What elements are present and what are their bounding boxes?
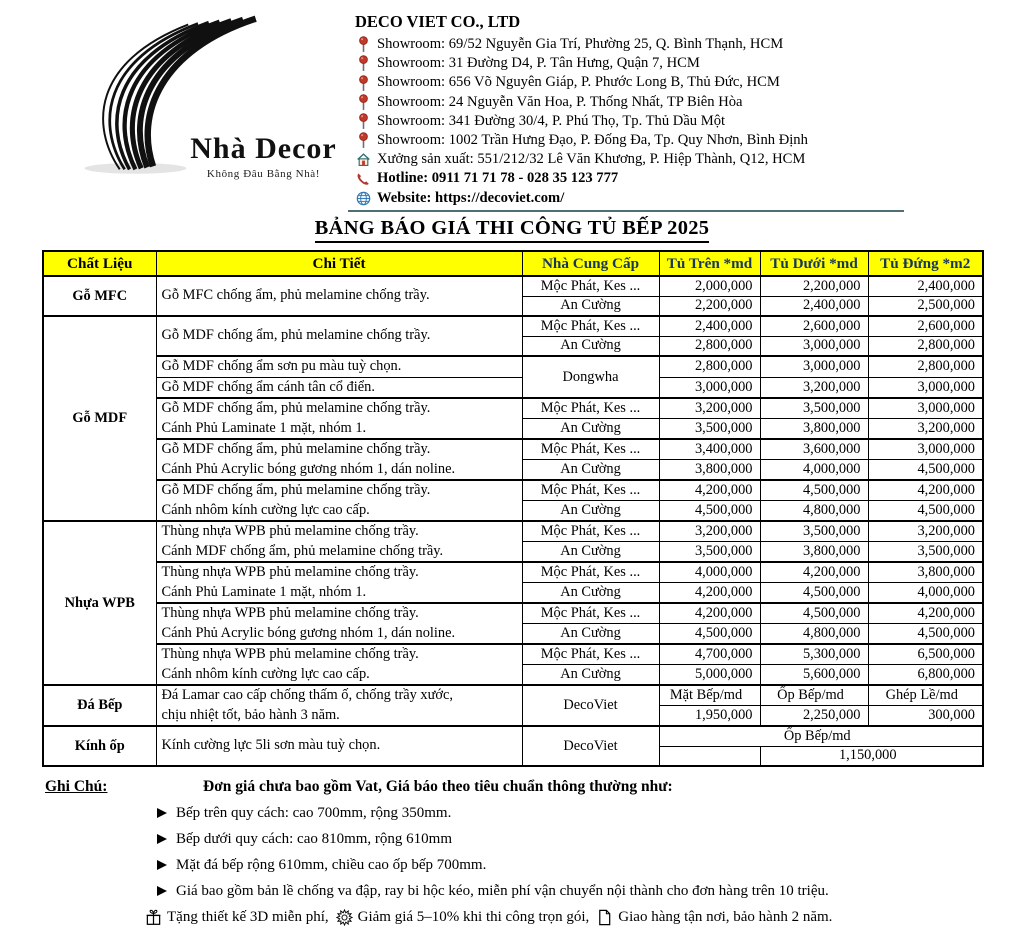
price-cell: 3,400,000: [659, 439, 760, 460]
material-cell: Gỗ MDF: [43, 316, 156, 521]
price-cell: 4,200,000: [868, 480, 983, 501]
table-row: [43, 521, 983, 542]
contact-text: Showroom: 69/52 Nguyễn Gia Trí, Phường 25, Q. Bình Thạnh, HCM: [377, 36, 784, 52]
supplier-cell: An Cường: [522, 419, 659, 440]
detail-cell: Gỗ MDF chống ẩm, phủ melamine chống trầy. Cánh Phủ Acrylic bóng gương nhóm 1, dán noline.: [156, 439, 522, 480]
column-header: Chất Liệu: [43, 251, 156, 276]
supplier-cell: DecoViet: [522, 726, 659, 766]
supplier-cell: Mộc Phát, Kes ...: [522, 480, 659, 501]
supplier-cell: An Cường: [522, 460, 659, 481]
arrow-bullet-icon: [157, 860, 167, 870]
notes-label: Ghi Chú:: [45, 778, 108, 795]
supplier-cell: An Cường: [522, 296, 659, 316]
price-cell: 4,200,000: [659, 603, 760, 624]
price-cell: Mặt Bếp/md: [659, 685, 760, 706]
contact-text: Showroom: 656 Võ Nguyên Giáp, P. Phước Long B, Thủ Đức, HCM: [377, 74, 780, 91]
contact-line: [355, 150, 994, 169]
price-cell: 3,200,000: [868, 521, 983, 542]
note-bullet: [157, 852, 1024, 878]
price-cell: 2,800,000: [659, 356, 760, 377]
price-cell: 6,500,000: [868, 644, 983, 665]
price-cell: 300,000: [868, 706, 983, 727]
price-cell: 3,200,000: [760, 377, 868, 398]
supplier-cell: An Cường: [522, 542, 659, 563]
table-row: [43, 276, 983, 296]
supplier-cell: An Cường: [522, 665, 659, 686]
supplier-cell: An Cường: [522, 501, 659, 522]
supplier-cell: Mộc Phát, Kes ...: [522, 521, 659, 542]
price-cell: 3,500,000: [760, 521, 868, 542]
table-row: [43, 726, 983, 746]
note-bullet: [157, 878, 1024, 904]
price-cell: 2,500,000: [868, 296, 983, 316]
price-cell: 2,250,000: [760, 706, 868, 727]
material-cell: Nhựa WPB: [43, 521, 156, 685]
price-cell: [659, 746, 760, 766]
contact-line: [355, 189, 994, 208]
detail-cell: Thùng nhựa WPB phủ melamine chống trầy. Cánh MDF chống ẩm, phủ melamine chống trầy.: [156, 521, 522, 562]
logo-text: [176, 132, 351, 180]
detail-cell: Thùng nhựa WPB phủ melamine chống trầy. Cánh nhôm kính cường lực cao cấp.: [156, 644, 522, 685]
notes-head: [45, 774, 1024, 800]
table-row: [43, 439, 983, 460]
price-cell: 4,800,000: [760, 624, 868, 645]
table-row: [43, 316, 983, 336]
price-cell: 4,500,000: [659, 501, 760, 522]
detail-cell: Kính cường lực 5li sơn màu tuỳ chọn.: [156, 726, 522, 766]
note-bullet-text: Bếp dưới quy cách: cao 810mm, rộng 610mm: [176, 831, 453, 847]
price-cell: Ốp Bếp/md: [659, 726, 983, 746]
price-cell: 3,000,000: [868, 439, 983, 460]
price-cell: 2,600,000: [868, 316, 983, 336]
price-cell: 2,800,000: [868, 356, 983, 377]
price-cell: 3,000,000: [868, 398, 983, 419]
detail-cell: Thùng nhựa WPB phủ melamine chống trầy. Cánh Phủ Acrylic bóng gương nhóm 1, dán noline.: [156, 603, 522, 644]
price-cell: 2,400,000: [760, 296, 868, 316]
logo-title: Nhà Decor: [190, 132, 337, 165]
company-logo: [58, 8, 343, 206]
price-cell: 3,800,000: [659, 460, 760, 481]
column-header: Tủ Đứng *m2: [868, 251, 983, 276]
company-name: DECO VIET CO., LTD: [355, 12, 521, 31]
price-cell: 3,800,000: [760, 542, 868, 563]
price-cell: 3,800,000: [868, 562, 983, 583]
price-cell: Ốp Bếp/md: [760, 685, 868, 706]
notes-bullet-list: [45, 800, 1024, 904]
contact-text: Showroom: 341 Đường 30/4, P. Phú Thọ, Tp. Thủ Dầu Một: [377, 112, 726, 129]
contact-text: Showroom: 24 Nguyễn Văn Hoa, P. Thống Nhất, TP Biên Hòa: [377, 93, 743, 110]
factory-icon: [355, 152, 372, 167]
gift-icon: [145, 909, 162, 926]
globe-icon: [355, 191, 372, 206]
supplier-cell: Mộc Phát, Kes ...: [522, 276, 659, 296]
supplier-cell: DecoViet: [522, 685, 659, 726]
header-divider: [348, 210, 904, 212]
price-cell: 4,200,000: [760, 562, 868, 583]
supplier-cell: An Cường: [522, 336, 659, 356]
detail-cell: Gỗ MDF chống ẩm, phủ melamine chống trầy. Cánh Phủ Laminate 1 mặt, nhóm 1.: [156, 398, 522, 439]
supplier-cell: Mộc Phát, Kes ...: [522, 398, 659, 419]
material-cell: Kính ốp: [43, 726, 156, 766]
supplier-cell: Dongwha: [522, 356, 659, 398]
note-bullet: [157, 800, 1024, 826]
material-cell: Gỗ MFC: [43, 276, 156, 316]
company-info: [343, 8, 994, 208]
contact-line: [355, 112, 994, 131]
price-cell: 3,200,000: [659, 398, 760, 419]
price-cell: 2,000,000: [659, 276, 760, 296]
price-cell: 3,500,000: [868, 542, 983, 563]
discount-icon: [336, 909, 353, 926]
price-cell: 5,000,000: [659, 665, 760, 686]
price-cell: 3,000,000: [868, 377, 983, 398]
table-row: [43, 377, 983, 398]
table-row: [43, 356, 983, 377]
material-cell: Đá Bếp: [43, 685, 156, 726]
note-bullet-text: Giá bao gồm bản lề chống va đập, ray bi hộc kéo, miễn phí vận chuyển nội thành cho đơn hàng trên 10 triệu.: [176, 883, 829, 899]
price-cell: Ghép Lề/md: [868, 685, 983, 706]
contact-line: [355, 54, 994, 73]
notes-intro: Đơn giá chưa bao gồm Vat, Giá báo theo tiêu chuẩn thông thường như:: [203, 778, 673, 795]
supplier-cell: Mộc Phát, Kes ...: [522, 439, 659, 460]
map-pin-icon: [355, 94, 372, 111]
price-cell: 2,400,000: [659, 316, 760, 336]
promo-text: Giao hàng tận nơi, bảo hành 2 năm.: [618, 909, 833, 925]
detail-cell: Thùng nhựa WPB phủ melamine chống trầy. Cánh Phủ Laminate 1 mặt, nhóm 1.: [156, 562, 522, 603]
note-bullet: [157, 826, 1024, 852]
supplier-cell: Mộc Phát, Kes ...: [522, 603, 659, 624]
detail-cell: Gỗ MDF chống ẩm cánh tân cổ điển.: [156, 377, 522, 398]
map-pin-icon: [355, 75, 372, 92]
price-cell: 4,700,000: [659, 644, 760, 665]
price-cell: 5,600,000: [760, 665, 868, 686]
detail-cell: Gỗ MDF chống ẩm, phủ melamine chống trầy.: [156, 316, 522, 356]
price-cell: 2,800,000: [868, 336, 983, 356]
package-icon: [596, 909, 613, 926]
price-cell: 4,500,000: [868, 624, 983, 645]
price-cell: 4,000,000: [659, 562, 760, 583]
logo-tagline: Không Đâu Bằng Nhà!: [206, 168, 321, 180]
table-row: [43, 685, 983, 706]
price-cell: 3,500,000: [659, 419, 760, 440]
supplier-cell: An Cường: [522, 583, 659, 604]
price-cell: 4,000,000: [760, 460, 868, 481]
price-cell: 2,600,000: [760, 316, 868, 336]
price-cell: 3,000,000: [659, 377, 760, 398]
document-header: [0, 0, 1024, 208]
price-cell: 4,800,000: [760, 501, 868, 522]
price-table: [42, 250, 984, 767]
price-cell: 1,150,000: [760, 746, 983, 766]
note-bullet-text: Mặt đá bếp rộng 610mm, chiều cao ốp bếp 700mm.: [176, 857, 487, 873]
phone-icon: [355, 172, 372, 187]
detail-cell: Gỗ MFC chống ẩm, phủ melamine chống trầy.: [156, 276, 522, 316]
supplier-cell: Mộc Phát, Kes ...: [522, 644, 659, 665]
table-row: [43, 603, 983, 624]
table-row: [43, 480, 983, 501]
promo-line: [145, 904, 1024, 930]
contact-line: [355, 169, 994, 188]
price-cell: 4,500,000: [760, 603, 868, 624]
price-cell: 4,000,000: [868, 583, 983, 604]
price-cell: 4,200,000: [659, 480, 760, 501]
contact-text: Website: https://decoviet.com/: [377, 189, 565, 206]
map-pin-icon: [355, 132, 372, 149]
price-cell: 4,200,000: [659, 583, 760, 604]
column-header: Tủ Trên *md: [659, 251, 760, 276]
contact-text: Showroom: 1002 Trần Hưng Đạo, P. Đống Đa, Tp. Quy Nhơn, Bình Định: [377, 132, 808, 149]
supplier-cell: Mộc Phát, Kes ...: [522, 562, 659, 583]
map-pin-icon: [355, 113, 372, 130]
contact-text: Xưởng sản xuất: 551/212/32 Lê Văn Khương, P. Hiệp Thành, Q12, HCM: [377, 151, 806, 168]
contact-list: [355, 35, 994, 208]
price-cell: 5,300,000: [760, 644, 868, 665]
price-cell: 4,500,000: [760, 480, 868, 501]
price-cell: 6,800,000: [868, 665, 983, 686]
price-cell: 3,200,000: [659, 521, 760, 542]
price-cell: 2,200,000: [760, 276, 868, 296]
supplier-cell: An Cường: [522, 624, 659, 645]
contact-line: [355, 73, 994, 92]
notes-section: [45, 774, 1024, 930]
price-cell: 2,200,000: [659, 296, 760, 316]
detail-cell: Gỗ MDF chống ẩm, phủ melamine chống trầy. Cánh nhôm kính cường lực cao cấp.: [156, 480, 522, 521]
price-cell: 3,200,000: [868, 419, 983, 440]
price-cell: 3,000,000: [760, 336, 868, 356]
contact-text: Hotline: 0911 71 71 78 - 028 35 123 777: [377, 170, 619, 187]
price-cell: 3,000,000: [760, 356, 868, 377]
contact-text: Showroom: 31 Đường D4, P. Tân Hưng, Quận 7, HCM: [377, 55, 700, 72]
table-row: [43, 562, 983, 583]
contact-line: [355, 93, 994, 112]
price-cell: 2,400,000: [868, 276, 983, 296]
map-pin-icon: [355, 36, 372, 53]
price-cell: 3,600,000: [760, 439, 868, 460]
price-cell: 4,200,000: [868, 603, 983, 624]
title-wrap: [0, 217, 1024, 243]
price-cell: 4,500,000: [760, 583, 868, 604]
detail-cell: Gỗ MDF chống ẩm sơn pu màu tuỳ chọn.: [156, 356, 522, 377]
map-pin-icon: [355, 55, 372, 72]
arrow-bullet-icon: [157, 886, 167, 896]
price-cell: 4,500,000: [868, 460, 983, 481]
detail-cell: Đá Lamar cao cấp chống thấm ố, chống trầy xước, chịu nhiệt tốt, bảo hành 3 năm.: [156, 685, 522, 726]
table-row: [43, 398, 983, 419]
contact-line: [355, 131, 994, 150]
column-header: Tủ Dưới *md: [760, 251, 868, 276]
price-cell: 4,500,000: [659, 624, 760, 645]
promo-text: Tặng thiết kế 3D miễn phí,: [167, 909, 329, 925]
arrow-bullet-icon: [157, 808, 167, 818]
promo-text: Giảm giá 5–10% khi thi công trọn gói,: [357, 909, 590, 925]
price-cell: 2,800,000: [659, 336, 760, 356]
note-bullet-text: Bếp trên quy cách: cao 700mm, rộng 350mm.: [176, 805, 452, 821]
column-header: Nhà Cung Cấp: [522, 251, 659, 276]
price-cell: 3,500,000: [760, 398, 868, 419]
price-cell: 3,800,000: [760, 419, 868, 440]
contact-line: [355, 35, 994, 54]
table-header-row: [43, 251, 983, 276]
price-cell: 1,950,000: [659, 706, 760, 727]
page-title: BẢNG BÁO GIÁ THI CÔNG TỦ BẾP 2025: [315, 217, 710, 243]
arrow-bullet-icon: [157, 834, 167, 844]
supplier-cell: Mộc Phát, Kes ...: [522, 316, 659, 336]
price-cell: 4,500,000: [868, 501, 983, 522]
price-cell: 3,500,000: [659, 542, 760, 563]
table-row: [43, 644, 983, 665]
column-header: Chi Tiết: [156, 251, 522, 276]
